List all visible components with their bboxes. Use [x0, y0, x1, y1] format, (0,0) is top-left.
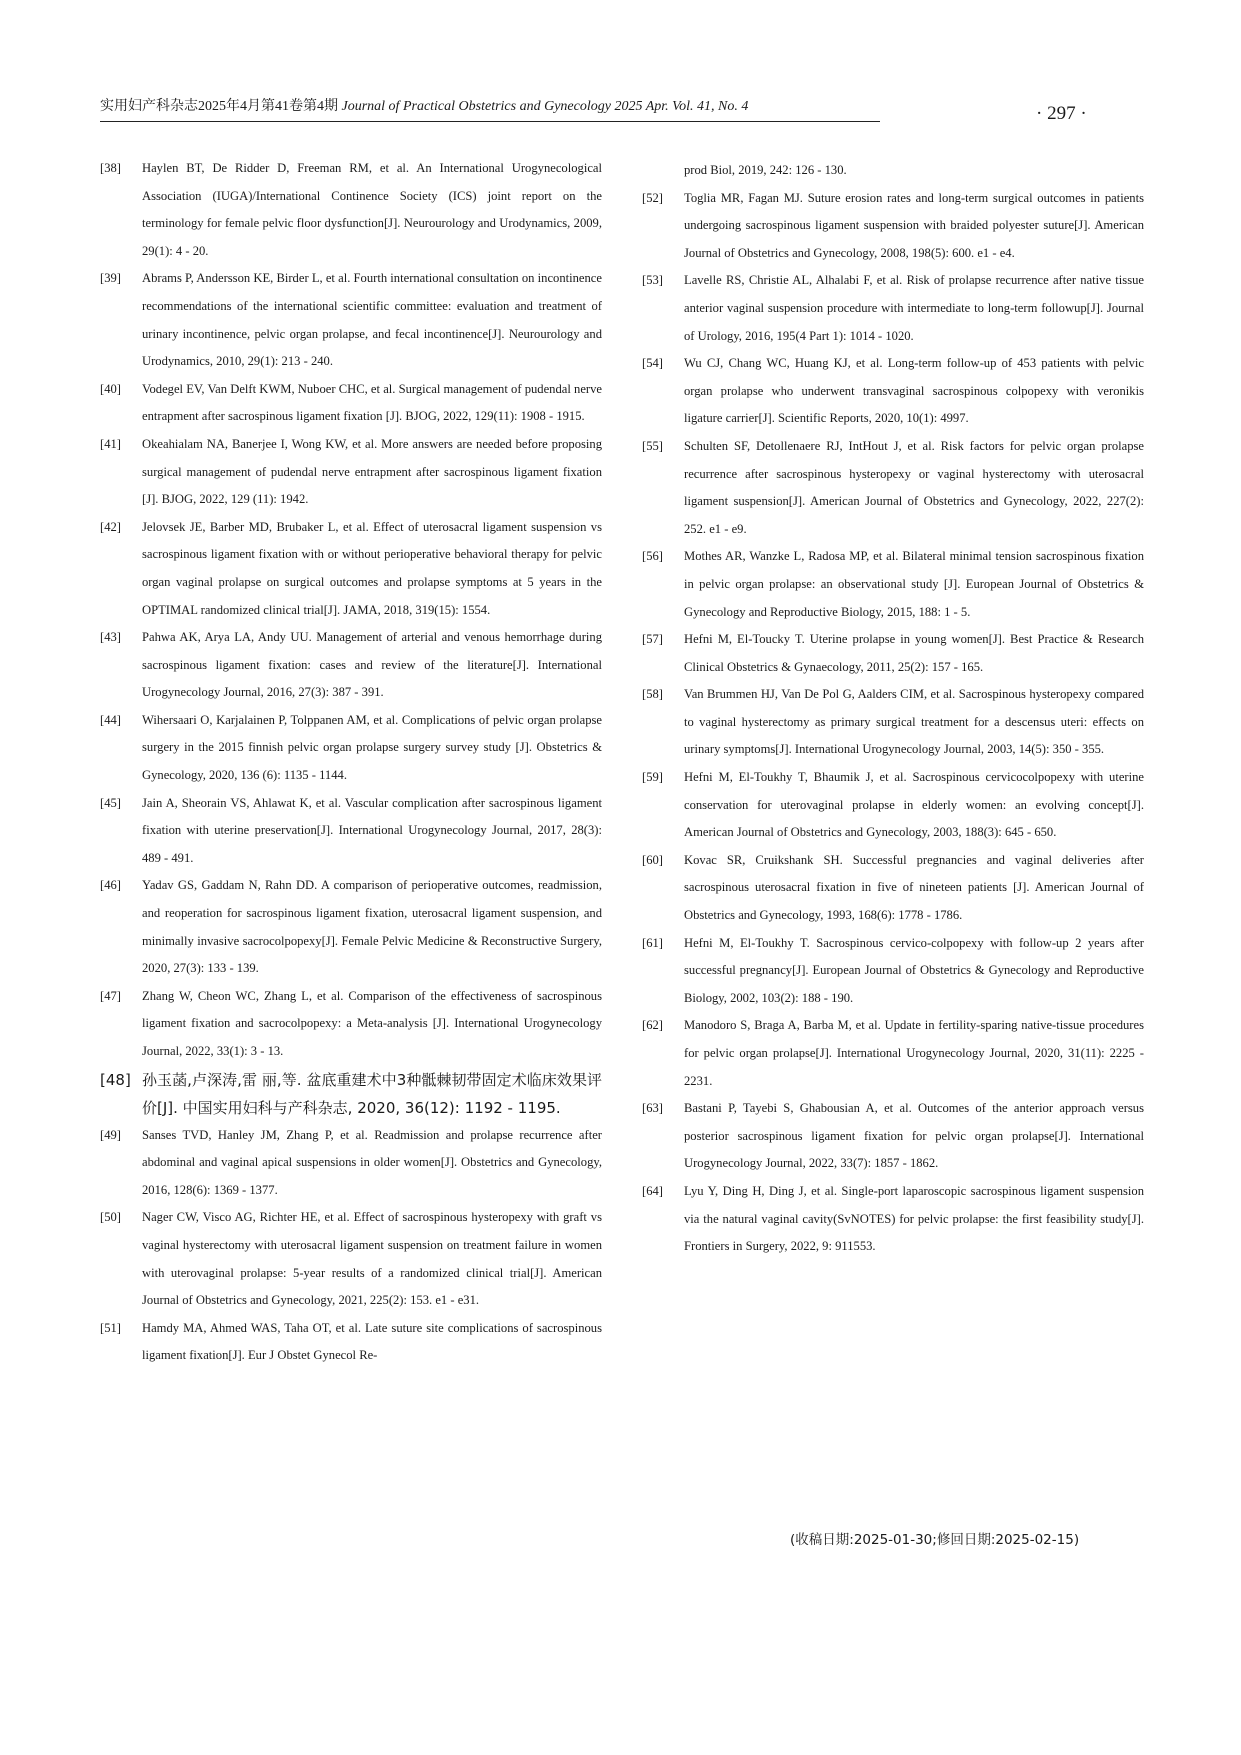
reference-text: Zhang W, Cheon WC, Zhang L, et al. Comparison of the effectiveness of sacrospinous ligament fixation and sacrocolpopexy: a Meta-analysis [J]. International Urogynecology Journal, 2022, 33(1): 3 - 13.: [142, 988, 602, 1058]
reference-text: Hamdy MA, Ahmed WAS, Taha OT, et al. Late suture site complications of sacrospinous ligament fixation[J]. Eur J Obstet Gynecol Re-: [142, 1320, 602, 1363]
reference-text: 孙玉菡,卢深涛,雷 丽,等. 盆底重建术中3种骶棘韧带固定术临床效果评价[J]. 中国实用妇科与产科杂志, 2020, 36(12): 1192 - 1195.: [142, 1070, 602, 1117]
reference-number: [64]: [642, 1183, 663, 1198]
reference-number: [43]: [100, 630, 121, 645]
reference-number: [44]: [100, 712, 121, 727]
reference-text: Wihersaari O, Karjalainen P, Tolppanen AM, et al. Complications of pelvic organ prolapse surgery in the 2015 finnish pelvic organ prolapse surgery survey study [J]. Obstetrics & Gynecology, 2020, 136 (6): 1135 - 1144.: [142, 712, 602, 783]
reference-text: Pahwa AK, Arya LA, Andy UU. Management of arterial and venous hemorrhage during sacrospinous ligament fixation: cases and review of the literature[J]. International Urogynecology Journal, 2016, 27(3): 387 - 391.: [142, 630, 602, 700]
reference-text: Lavelle RS, Christie AL, Alhalabi F, et al. Risk of prolapse recurrence after native tissue anterior vaginal suspension procedure with intermediate to long-term followup[J]. Journal of Urology, 2016, 195(4 Part 1): 1014 - 1020.: [684, 273, 1144, 343]
reference-number: [49]: [100, 1127, 121, 1142]
reference-text: Schulten SF, Detollenaere RJ, IntHout J, et al. Risk factors for pelvic organ prolapse recurrence after sacrospinous hysteropexy or vaginal hysterectomy with uterosacral ligament suspension[J]. American Journal of Obstetrics and Gynecology, 2022, 227(2): 252. e1 - e9.: [684, 438, 1144, 536]
reference-item: [100, 514, 602, 624]
reference-item: [100, 376, 602, 431]
reference-number: [40]: [100, 381, 121, 396]
reference-item: [100, 1122, 602, 1205]
reference-number: [39]: [100, 271, 121, 286]
reference-item: [642, 626, 1144, 681]
reference-text: Manodoro S, Braga A, Barba M, et al. Update in fertility-sparing native-tissue procedures for pelvic organ prolapse[J]. International Urogynecology Journal, 2020, 31(11): 2225 - 2231.: [684, 1018, 1144, 1088]
reference-number: [52]: [642, 190, 663, 205]
reference-text: Van Brummen HJ, Van De Pol G, Aalders CIM, et al. Sacrospinous hysteropexy compared to vaginal hysterectomy as primary surgical treatment for a descensus uteri: effects on urinary symptoms[J]. International Urogynecology Journal, 2003, 14(5): 350 - 355.: [684, 687, 1144, 757]
reference-text: Okeahialam NA, Banerjee I, Wong KW, et al. More answers are needed before proposing surgical management of pudendal nerve entrapment after sacrospinous ligament fixation [J]. BJOG, 2022, 129 (11): 1942.: [142, 436, 602, 507]
reference-text: Abrams P, Andersson KE, Birder L, et al. Fourth international consultation on incontinence recommendations of the international scientific committee: evaluation and treatment of urinary incontinence, pelvic organ prolapse, and fecal incontinence[J]. Neurourology and Urodynamics, 2010, 29(1): 213 - 240.: [142, 271, 602, 369]
reference-number: [61]: [642, 935, 663, 950]
reference-item: [642, 847, 1144, 930]
reference-number: [51]: [100, 1320, 121, 1335]
reference-text: Jelovsek JE, Barber MD, Brubaker L, et al. Effect of uterosacral ligament suspension vs sacrospinous ligament fixation with or without perioperative behavioral therapy for pelvic organ vaginal prolapse on surgical outcomes and prolapse symptoms at 5 years in the OPTIMAL randomized clinical trial[J]. JAMA, 2018, 319(15): 1554.: [142, 519, 602, 617]
reference-text: Kovac SR, Cruikshank SH. Successful pregnancies and vaginal deliveries after sacrospinous uterosacral fixation in five of nineteen patients [J]. American Journal of Obstetrics and Gynecology, 1993, 168(6): 1778 - 1786.: [684, 852, 1144, 923]
reference-text: Toglia MR, Fagan MJ. Suture erosion rates and long-term surgical outcomes in patients undergoing sacrospinous ligament suspension with braided polyester suture[J]. American Journal of Obstetrics and Gynecology, 2008, 198(5): 600. e1 - e4.: [684, 190, 1144, 260]
reference-number: [48]: [100, 1070, 131, 1089]
reference-number: [53]: [642, 273, 663, 288]
reference-item: [100, 707, 602, 790]
reference-number: [54]: [642, 356, 663, 371]
reference-number: [57]: [642, 632, 663, 647]
reference-item: [100, 1315, 602, 1370]
reference-number: [58]: [642, 687, 663, 702]
reference-item: [100, 983, 602, 1066]
reference-text: Nager CW, Visco AG, Richter HE, et al. Effect of sacrospinous hysteropexy with graft vs vaginal hysterectomy with uterosacral ligament suspension on treatment failure in women with uterovaginal prolapse: 5-year results of a randomized clinical trial[J]. American Journal of Obstetrics and Gynecology, 2021, 225(2): 153. e1 - e31.: [142, 1210, 602, 1308]
reference-item: [100, 790, 602, 873]
reference-item: [642, 543, 1144, 626]
reference-item: [642, 350, 1144, 433]
reference-number: [42]: [100, 519, 121, 534]
reference-item: [642, 1012, 1144, 1095]
reference-item: [642, 930, 1144, 1013]
reference-number: [38]: [100, 161, 121, 175]
reference-text: Mothes AR, Wanzke L, Radosa MP, et al. Bilateral minimal tension sacrospinous fixation in pelvic organ prolapse: an observational study [J]. European Journal of Obstetrics & Gynecology and Reproductive Biology, 2015, 188: 1 - 5.: [684, 549, 1144, 619]
reference-text: Hefni M, El-Toukhy T. Sacrospinous cervico-colpopexy with follow-up 2 years after successful pregnancy[J]. European Journal of Obstetrics & Gynecology and Reproductive Biology, 2002, 103(2): 188 - 190.: [684, 935, 1144, 1005]
reference-number: [56]: [642, 549, 663, 564]
reference-text: Sanses TVD, Hanley JM, Zhang P, et al. Readmission and prolapse recurrence after abdominal and vaginal apical suspensions in older women[J]. Obstetrics and Gynecology, 2016, 128(6): 1369 - 1377.: [142, 1127, 602, 1197]
running-header: [100, 95, 880, 122]
reference-item: [100, 624, 602, 707]
reference-column-right: [642, 157, 1144, 1261]
reference-text: Bastani P, Tayebi S, Ghabousian A, et al. Outcomes of the anterior approach versus posterior sacrospinous ligament fixation for pelvic organ prolapse[J]. International Urogynecology Journal, 2022, 33(7): 1857 - 1862.: [684, 1101, 1144, 1171]
reference-item: [642, 764, 1144, 847]
reference-item: [100, 431, 602, 514]
reference-item: [100, 1066, 602, 1122]
reference-number: [60]: [642, 852, 663, 867]
reference-column-left: [100, 155, 602, 1370]
reference-number: [41]: [100, 436, 121, 451]
reference-item: [642, 267, 1144, 350]
reference-item: [642, 157, 1144, 185]
reference-item: [100, 155, 602, 265]
reference-number: [45]: [100, 795, 121, 810]
reference-text: Vodegel EV, Van Delft KWM, Nuboer CHC, et al. Surgical management of pudendal nerve entrapment after sacrospinous ligament fixation [J]. BJOG, 2022, 129(11): 1908 - 1915.: [142, 381, 602, 424]
reference-text: prod Biol, 2019, 242: 126 - 130.: [684, 163, 847, 177]
reference-number: [62]: [642, 1018, 663, 1033]
reference-item: [642, 185, 1144, 268]
header-chinese: 实用妇产科杂志2025年4月第41卷第4期: [100, 99, 338, 114]
reference-text: Hefni M, El-Toukhy T, Bhaumik J, et al. Sacrospinous cervicocolpopexy with uterine conservation for uterovaginal prolapse in elderly women: an evolving concept[J]. American Journal of Obstetrics and Gynecology, 2003, 188(3): 645 - 650.: [684, 770, 1144, 840]
reference-text: Lyu Y, Ding H, Ding J, et al. Single-port laparoscopic sacrospinous ligament suspension via the natural vaginal cavity(SvNOTES) for pelvic prolapse: the first feasibility study[J]. Frontiers in Surgery, 2022, 9: 911553.: [684, 1183, 1144, 1254]
reference-item: [642, 1178, 1144, 1261]
reference-item: [642, 681, 1144, 764]
received-dates: (收稿日期:2025-01-30;修回日期:2025-02-15): [790, 1532, 1080, 1548]
reference-text: Jain A, Sheorain VS, Ahlawat K, et al. Vascular complication after sacrospinous ligament fixation with uterine preservation[J]. International Urogynecology Journal, 2017, 28(3): 489 - 491.: [142, 795, 602, 865]
reference-number: [50]: [100, 1210, 121, 1225]
reference-item: [100, 1204, 602, 1314]
header-english: Journal of Practical Obstetrics and Gynecology 2025 Apr. Vol. 41, No. 4: [341, 99, 749, 114]
page-number: · 297 ·: [1036, 103, 1087, 124]
reference-text: Hefni M, El-Toucky T. Uterine prolapse in young women[J]. Best Practice & Research Clinical Obstetrics & Gynaecology, 2011, 25(2): 157 - 165.: [684, 632, 1144, 674]
reference-item: [100, 265, 602, 375]
reference-number: [59]: [642, 770, 663, 785]
reference-number: [47]: [100, 988, 121, 1003]
reference-number: [55]: [642, 438, 663, 453]
reference-item: [642, 1095, 1144, 1178]
reference-number: [46]: [100, 878, 121, 893]
reference-text: Yadav GS, Gaddam N, Rahn DD. A comparison of perioperative outcomes, readmission, and reoperation for sacrospinous ligament fixation, uterosacral ligament suspension, and minimally invasive sacrocolpopexy[J]. Female Pelvic Medicine & Reconstructive Surgery, 2020, 27(3): 133 - 139.: [142, 878, 602, 976]
reference-number: [63]: [642, 1101, 663, 1116]
reference-item: [100, 872, 602, 982]
reference-text: Wu CJ, Chang WC, Huang KJ, et al. Long-term follow-up of 453 patients with pelvic organ prolapse who underwent transvaginal sacrospinous colpopexy with veronikis ligature carrier[J]. Scientific Reports, 2020, 10(1): 4997.: [684, 356, 1144, 426]
reference-item: [642, 433, 1144, 543]
reference-text: Haylen BT, De Ridder D, Freeman RM, et al. An International Urogynecological Association (IUGA)/International Continence Society (ICS) joint report on the terminology for female pelvic floor dysfunction[J]. Neurourology and Urodynamics, 2009, 29(1): 4 - 20.: [142, 161, 602, 258]
